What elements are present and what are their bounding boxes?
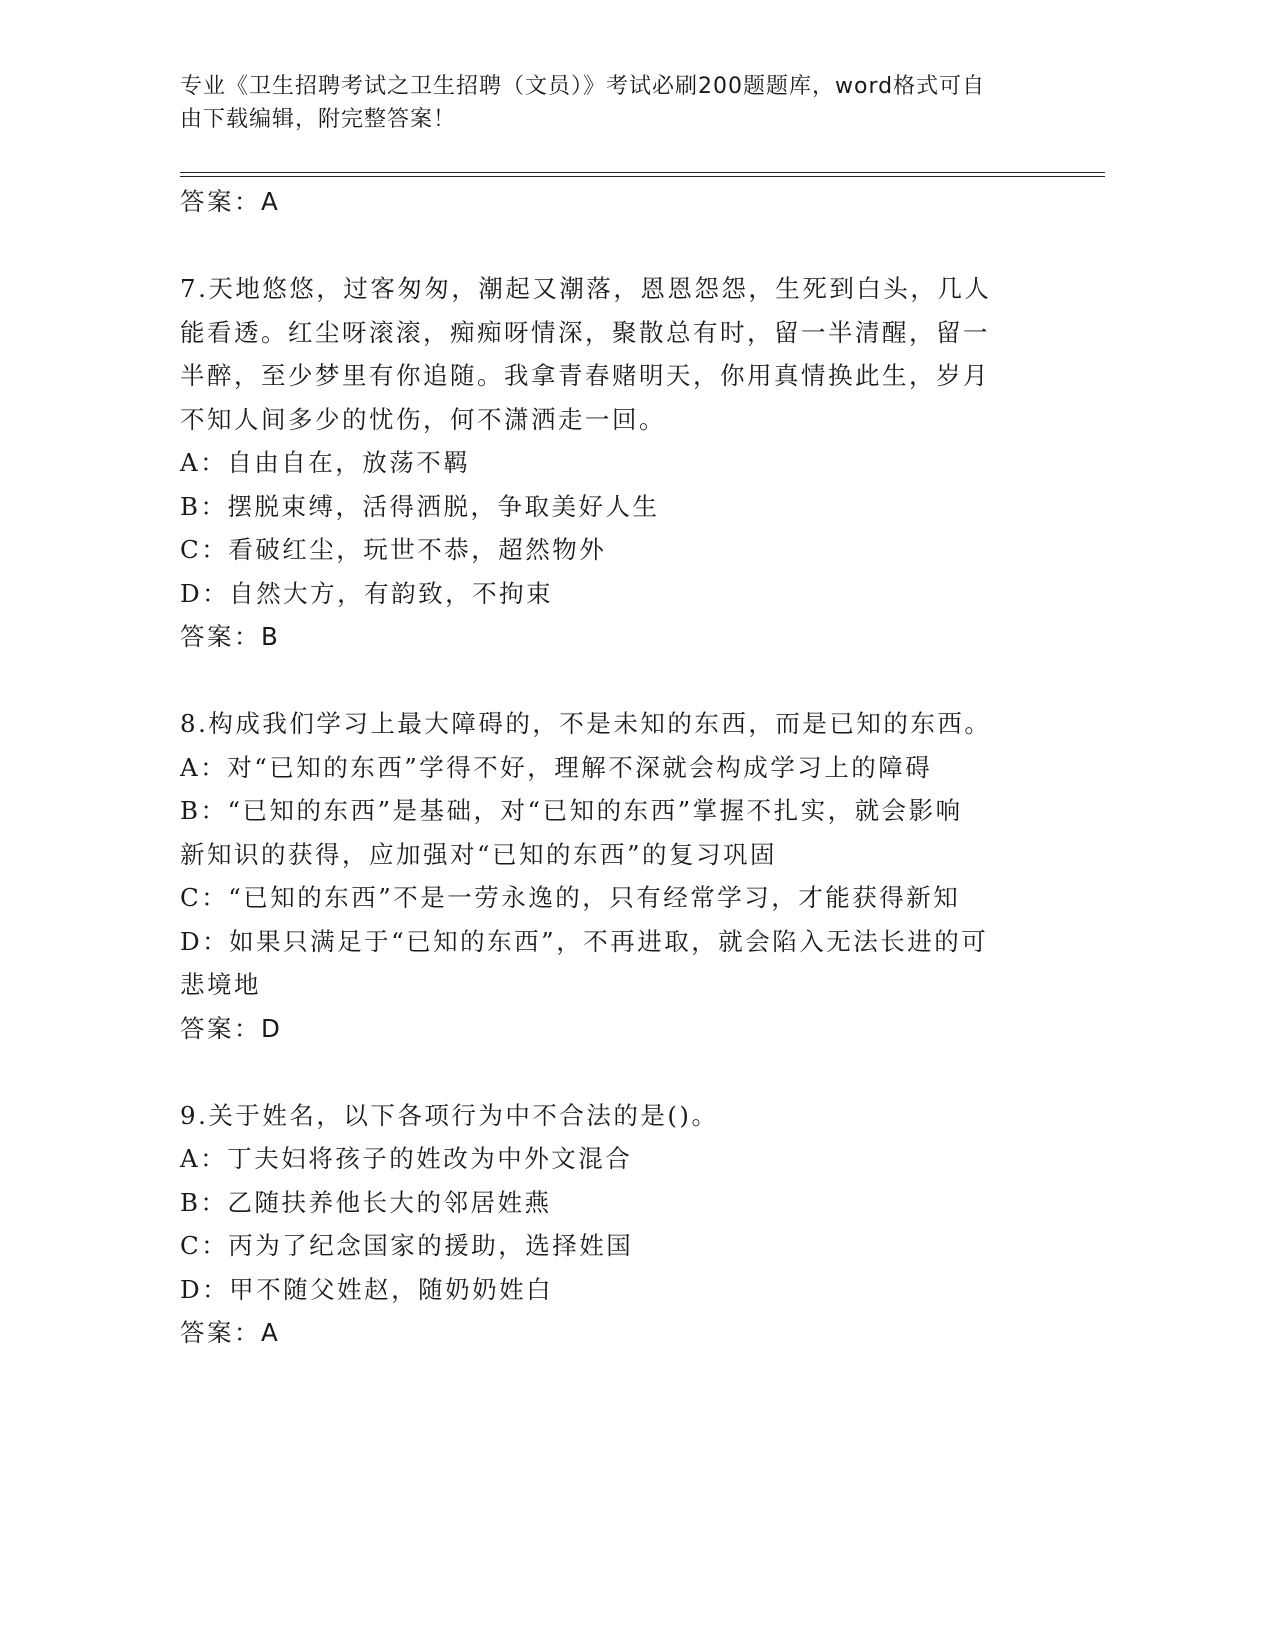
option-c: C：“已知的东西”不是一劳永逸的，只有经常学习，才能获得新知 (180, 883, 961, 912)
answer-q9: 答案：A (180, 1318, 281, 1347)
answer-q7: 答案：B (180, 622, 281, 651)
question-stem-line: 9.关于姓名，以下各项行为中不合法的是()。 (180, 1100, 719, 1130)
question-list (180, 180, 1050, 1355)
option-c: C：丙为了纪念国家的援助，选择姓国 (180, 1231, 634, 1260)
option-a: A：丁夫妇将孩子的姓改为中外文混合 (180, 1144, 633, 1173)
option-d: D：如果只满足于“已知的东西”，不再进取，就会陷入无法长进的可 (180, 926, 989, 956)
option-b-continued: 新知识的获得，应加强对“已知的东西”的复习巩固 (180, 839, 778, 869)
answer-q6: 答案：A (180, 187, 281, 216)
header-divider (180, 172, 1105, 177)
option-a: A：对“已知的东西”学得不好，理解不深就会构成学习上的障碍 (180, 752, 933, 782)
question-stem-line: 半醉，至少梦里有你追随。我拿青春赌明天，你用真情换此生，岁月 (180, 361, 990, 390)
answer-q8: 答案：D (180, 1013, 283, 1043)
question-7 (180, 267, 1050, 659)
option-d: D：甲不随父姓赵，随奶奶姓白 (180, 1274, 554, 1304)
header-line-2: 由下载编辑，附完整答案！ (180, 107, 457, 132)
option-c: C：看破红尘，玩世不恭，超然物外 (180, 535, 607, 564)
question-9 (180, 1094, 1050, 1355)
option-b: B：摆脱束缚，活得洒脱，争取美好人生 (180, 491, 660, 521)
question-stem-line: 8.构成我们学习上最大障碍的，不是未知的东西，而是已知的东西。 (180, 709, 992, 738)
option-d: D：自然大方，有韵致，不拘束 (180, 578, 554, 608)
option-b: B：乙随扶养他长大的邻居姓燕 (180, 1187, 552, 1217)
question-stem-line: 不知人间多少的忧伤，何不潇洒走一回。 (180, 404, 666, 434)
header-line-1: 专业《卫生招聘考试之卫生招聘（文员）》考试必刷200题题库，word格式可自 (180, 74, 986, 99)
page-header (180, 70, 1040, 136)
option-d-continued: 悲境地 (180, 970, 261, 999)
option-b: B：“已知的东西”是基础，对“已知的东西”掌握不扎实，就会影响 (180, 796, 963, 825)
question-stem-line: 7.天地悠悠，过客匆匆，潮起又潮落，恩恩怨怨，生死到白头，几人 (180, 274, 992, 303)
question-stem-line: 能看透。红尘呀滚滚，痴痴呀情深，聚散总有时，留一半清醒，留一 (180, 317, 990, 347)
option-a: A：自由自在，放荡不羁 (180, 448, 471, 477)
question-8 (180, 702, 1050, 1050)
